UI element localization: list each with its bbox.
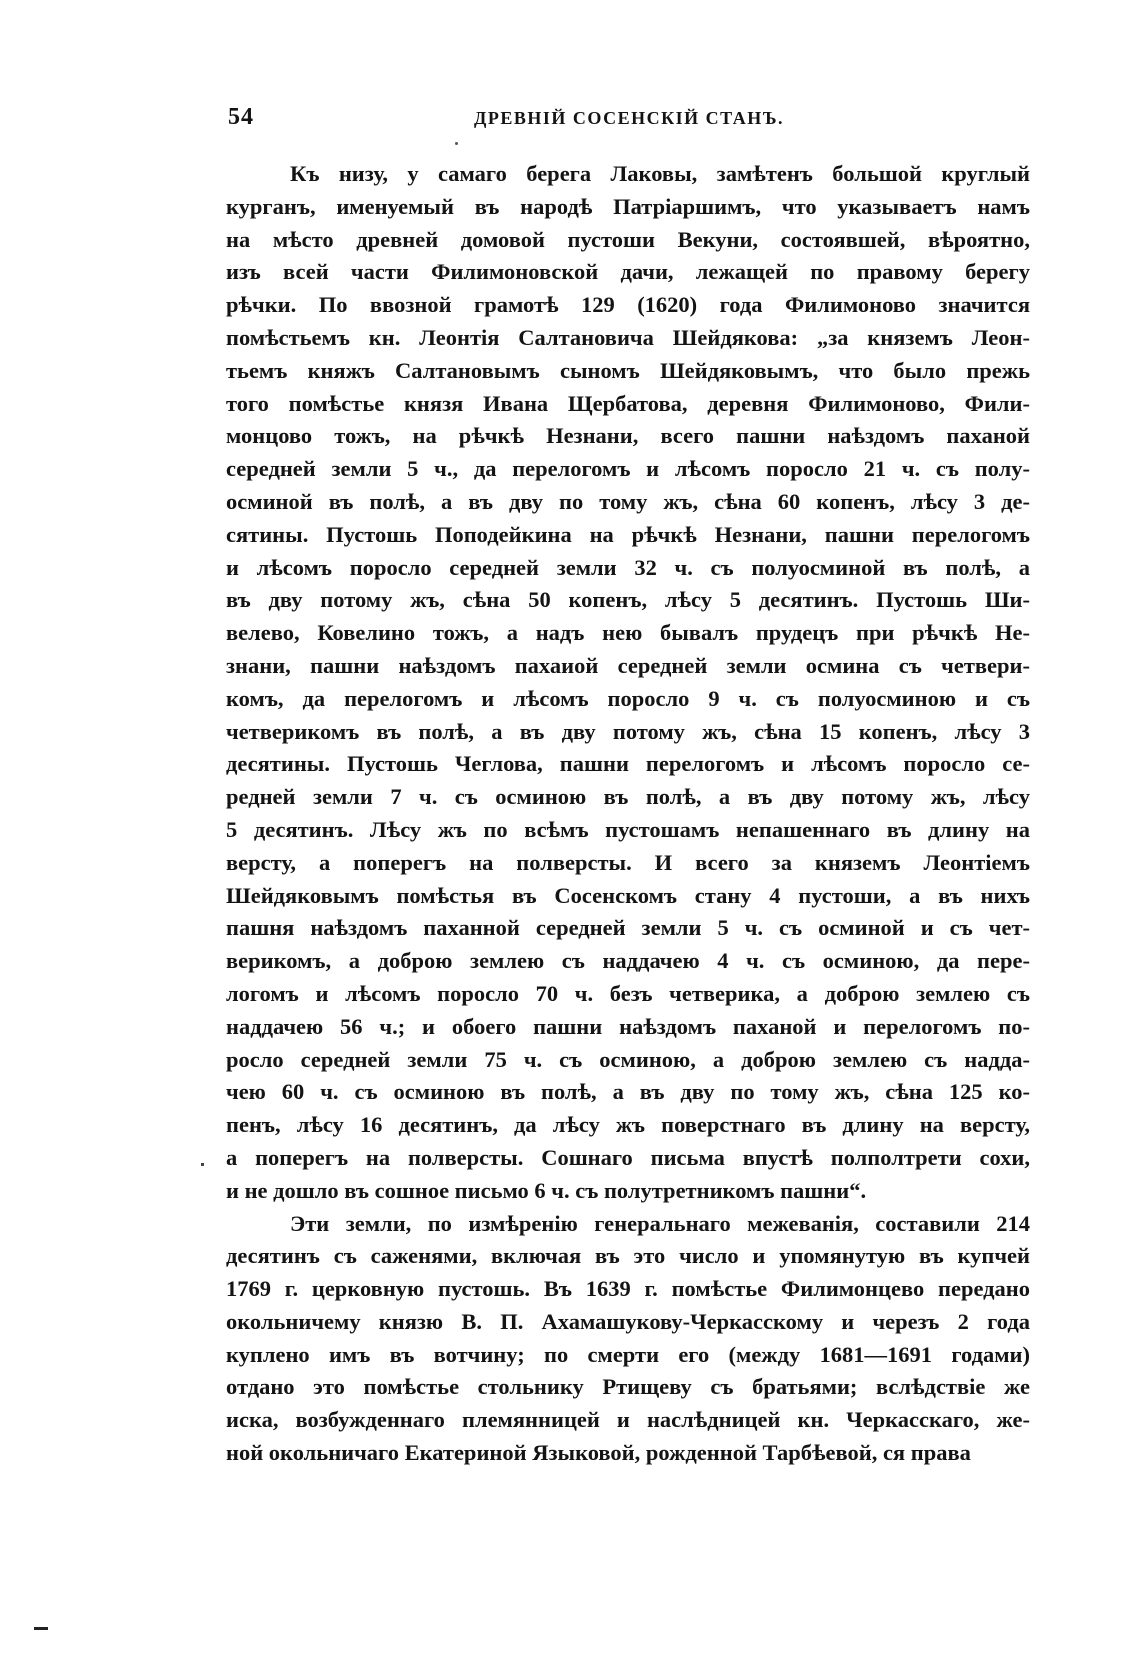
text-line bbox=[226, 1011, 1030, 1044]
text-line-content: Шейдяковымъ помѣстья въ Сосенскомъ стану 4 пустоши, а въ нихъ bbox=[226, 882, 1030, 908]
margin-mark bbox=[34, 1627, 48, 1630]
text-line-content: помѣстьемъ кн. Леонтія Салтановича Шейдякова: „за княземъ Леон- bbox=[226, 324, 1030, 350]
text-line bbox=[226, 355, 1030, 388]
text-line-content: Къ низу, у самаго берега Лаковы, замѣтенъ большой круглый bbox=[290, 161, 1030, 186]
text-line bbox=[226, 486, 1030, 519]
text-line-content: а поперегъ на полверсты. Сошнаго письма впустѣ полполтрети сохи, bbox=[226, 1144, 1030, 1170]
text-line-content: ной окольничаго Екатериной Языковой, рожденной Тарбѣевой, ся права bbox=[226, 1440, 971, 1466]
text-line-content: десятины. Пустошь Чеглова, пашни перелогомъ и лѣсомъ поросло се- bbox=[226, 751, 1030, 777]
text-line-content: комъ, да перелогомъ и лѣсомъ поросло 9 ч. съ полуосминою и съ bbox=[226, 685, 1030, 711]
text-line bbox=[226, 1109, 1030, 1142]
text-line-content: редней земли 7 ч. съ осминою въ полѣ, а въ дву потому жъ, лѣсу bbox=[226, 784, 1030, 810]
text-line-content: иска, возбужденнаго племянницей и наслѣдницей кн. Черкасскаго, же- bbox=[226, 1407, 1030, 1433]
text-line bbox=[226, 453, 1030, 486]
text-line-content: тьемъ княжъ Салтановымъ сыномъ Шейдяковымъ, что было прежь bbox=[226, 357, 1030, 383]
text-line bbox=[226, 552, 1030, 585]
text-line bbox=[226, 814, 1030, 847]
text-line bbox=[226, 617, 1030, 650]
text-line bbox=[226, 912, 1030, 945]
text-line bbox=[226, 880, 1030, 913]
text-line bbox=[226, 224, 1030, 257]
text-line-content: версту, а поперегъ на полверсты. И всего за княземъ Леонтіемъ bbox=[226, 849, 1030, 875]
text-line-content: логомъ и лѣсомъ поросло 70 ч. безъ четверика, а доброю землею съ bbox=[226, 980, 1030, 1006]
paragraph bbox=[226, 1208, 1030, 1470]
print-speck bbox=[455, 142, 458, 145]
text-line-content: росло середней земли 75 ч. съ осминою, а доброю землею съ надда- bbox=[226, 1046, 1030, 1072]
running-title: ДРЕВНІЙ СОСЕНСКІЙ СТАНЪ. bbox=[474, 108, 785, 128]
text-line bbox=[226, 716, 1030, 749]
text-line-content: велево, Ковелино тожъ, а надъ нею бывалъ прудецъ при рѣчкѣ Не- bbox=[226, 620, 1030, 646]
text-line bbox=[226, 1273, 1030, 1306]
page-header bbox=[228, 104, 1028, 144]
text-line-content: курганъ, именуемый въ народѣ Патріаршимъ, что указываетъ намъ bbox=[226, 193, 1030, 219]
text-line-content: сятины. Пустошь Поподейкина на рѣчкѣ Незнани, пашни перелогомъ bbox=[226, 521, 1030, 547]
text-line bbox=[226, 420, 1030, 453]
text-line bbox=[226, 978, 1030, 1011]
text-line-content: четверикомъ въ полѣ, а въ дву потому жъ, сѣна 15 копенъ, лѣсу 3 bbox=[226, 718, 1030, 744]
text-line-content: куплено имъ въ вотчину; по смерти его (между 1681—1691 годами) bbox=[226, 1341, 1030, 1367]
text-line bbox=[226, 1306, 1030, 1339]
text-line bbox=[226, 584, 1030, 617]
text-line bbox=[226, 781, 1030, 814]
text-line-content: десятинъ съ саженями, включая въ это число и упомянутую въ купчей bbox=[226, 1243, 1030, 1269]
text-line bbox=[226, 847, 1030, 880]
text-line-content: въ дву потому жъ, сѣна 50 копенъ, лѣсу 5 десятинъ. Пустошь Ши- bbox=[226, 587, 1030, 613]
text-line-content: наддачею 56 ч.; и обоего пашни наѣздомъ паханой и перелогомъ по- bbox=[226, 1013, 1030, 1039]
text-line-content: на мѣсто древней домовой пустоши Векуни, состоявшей, вѣроятно, bbox=[226, 226, 1030, 252]
page-number: 54 bbox=[228, 104, 254, 130]
text-line bbox=[226, 1044, 1030, 1077]
text-line-content: верикомъ, а доброю землею съ наддачею 4 ч. съ осминою, да пере- bbox=[226, 948, 1030, 974]
text-line-content: чею 60 ч. съ осминою въ полѣ, а въ дву по тому жъ, сѣна 125 ко- bbox=[226, 1079, 1030, 1105]
text-line-content: Эти земли, по измѣренію генеральнаго межеванія, составили 214 bbox=[290, 1210, 1030, 1236]
text-line-content: и не дошло въ сошное письмо 6 ч. съ полутретникомъ пашни“. bbox=[226, 1177, 867, 1203]
text-line bbox=[226, 945, 1030, 978]
text-line bbox=[226, 519, 1030, 552]
text-line bbox=[226, 256, 1030, 289]
text-line bbox=[226, 1076, 1030, 1109]
text-line bbox=[226, 1404, 1030, 1437]
text-line-content: осминой въ полѣ, а въ дву по тому жъ, сѣна 60 копенъ, лѣсу 3 де- bbox=[226, 488, 1030, 514]
text-line bbox=[226, 158, 1030, 191]
text-line bbox=[226, 289, 1030, 322]
text-line bbox=[226, 650, 1030, 683]
text-line bbox=[226, 1142, 1030, 1175]
body-text bbox=[226, 158, 1030, 1470]
text-line-content: 1769 г. церковную пустошь. Въ 1639 г. помѣстье Филимонцево передано bbox=[226, 1276, 1030, 1302]
text-line-content: 5 десятинъ. Лѣсу жъ по всѣмъ пустошамъ непашеннаго въ длину на bbox=[226, 816, 1030, 842]
text-line bbox=[226, 1339, 1030, 1372]
text-line-content: отдано это помѣстье стольнику Ртищеву съ братьями; вслѣдствіе же bbox=[226, 1374, 1030, 1400]
text-line bbox=[226, 1240, 1030, 1273]
text-line bbox=[226, 1175, 1030, 1208]
text-line bbox=[226, 1371, 1030, 1404]
text-line bbox=[226, 322, 1030, 355]
text-line-content: рѣчки. По ввозной грамотѣ 129 (1620) года Филимоново значится bbox=[226, 292, 1030, 318]
paragraph bbox=[226, 158, 1030, 1208]
text-line bbox=[226, 1437, 1030, 1470]
print-speck bbox=[201, 1163, 204, 1166]
text-line bbox=[226, 1208, 1030, 1241]
text-line-content: изъ всей части Филимоновской дачи, лежащей по правому берегу bbox=[226, 259, 1030, 285]
text-line-content: окольничему князю В. П. Ахамашукову-Черкасскому и черезъ 2 года bbox=[226, 1308, 1030, 1334]
text-line bbox=[226, 683, 1030, 716]
text-line-content: и лѣсомъ поросло середней земли 32 ч. съ полуосминой въ полѣ, а bbox=[226, 554, 1030, 580]
text-line-content: монцово тожъ, на рѣчкѣ Незнани, всего пашни наѣздомъ паханой bbox=[226, 423, 1030, 449]
text-line-content: знани, пашни наѣздомъ пахаиой середней земли осмина съ четвери- bbox=[226, 652, 1030, 678]
text-line-content: пашня наѣздомъ паханной середней земли 5 ч. съ осминой и съ чет- bbox=[226, 915, 1030, 941]
text-line-content: пенъ, лѣсу 16 десятинъ, да лѣсу жъ поверстнаго въ длину на версту, bbox=[226, 1112, 1030, 1138]
text-line bbox=[226, 191, 1030, 224]
text-line bbox=[226, 748, 1030, 781]
text-line-content: середней земли 5 ч., да перелогомъ и лѣсомъ поросло 21 ч. съ полу- bbox=[226, 456, 1030, 482]
text-line-content: того помѣстье князя Ивана Щербатова, деревня Филимоново, Фили- bbox=[226, 390, 1030, 416]
text-line bbox=[226, 388, 1030, 421]
